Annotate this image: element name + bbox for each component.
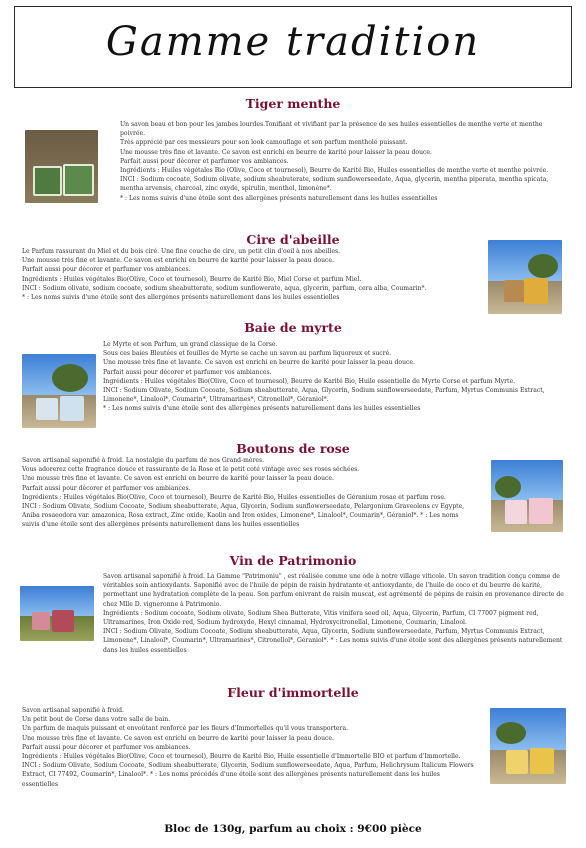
text-line: Une mousse très fine et lavante. Ce savon est enrichi en beurre de karité pour laisser la peau douce. — [22, 734, 334, 742]
fleur-immortelle-soap-photo — [490, 708, 566, 784]
text-line: Ingrédients : Huiles végétales Bio(Olive, Coco et tournesol), Beurre de Karité Bio, Huiles essentielles de Géranium rosae et parfum rose. — [22, 493, 446, 501]
section-body-baie-myrte — [103, 340, 561, 414]
text-line: Le Myrte et son Parfum, un grand classique de la Corse. — [103, 341, 278, 348]
text-line: Très apprécié par ces messieurs pour son look camouflage et son parfum mentholé puissant. — [120, 139, 408, 147]
text-line: INCI : Sodium Olivate, Sodium Cocoate, Sodium sheabutterate, Glycerin, Sodium sunflowerseedate, Aqua, Parfum, Helichrysum Italicum Flowers Extract, CI 77492, Coumarin*, Linalool*. * : Les noms précédés d'une étoile sont des allergènes présents naturellement dans les huiles essentielles — [22, 762, 474, 788]
text-line: Un savon beau et bon pour les jambes lourdes.Tonifiant et vivifiant par la présence de ses huiles essentielles de menthe verte et menthe poivrée. — [120, 121, 543, 138]
text-line: Parfait aussi pour décorer et parfumer vos ambiances. — [22, 484, 191, 492]
text-line: Ingrédients : Huiles végétales Bio(Olive, Coco et tournesol), Beurre de Karité Bio, Miel Corse et parfum Miel. — [22, 275, 362, 283]
text-line: Un parfum de maquis puissant et envoûtant renforcé par les fleurs d'Immortelles qu'il vous transportera. — [22, 725, 349, 733]
text-line: Un petit bout de Corse dans votre salle de bain. — [22, 716, 171, 724]
text-line: Savon artisanal saponifié à froid. — [22, 707, 124, 714]
section-title-baie-myrte: Baie de myrte — [244, 320, 342, 335]
section-body-fleur-immortelle — [22, 706, 474, 789]
section-title-fleur-immortelle: Fleur d'immortelle — [227, 685, 359, 700]
section-title-tiger-menthe: Tiger menthe — [245, 96, 341, 111]
text-line: * : Les noms suivis d'une étoile sont des allergènes présents naturellement dans les huiles essentielles — [120, 194, 438, 202]
text-line: Une mousse très fine et lavante. Ce savon est enrichi en beurre de karité pour laisser la peau douce. — [22, 257, 334, 265]
text-line: INCI : Sodium olivate, sodium cocoate, sodium sheabutterate, sodium sunflowerate, aqua, glycerin, parfum, cera alba, Coumarin*. — [22, 284, 427, 292]
text-line: Parfait aussi pour décorer et parfumer vos ambiances. — [22, 743, 191, 751]
text-line: Le Parfum rassurant du Miel et du bois ciré. Une fine couche de cire, un petit clin d'oeil à nos abeilles. — [22, 248, 341, 255]
text-line: mentha arvensis, charcoal, zinc oxyde, spirulin, menthol, limonène*. — [120, 185, 332, 193]
section-title-cire-abeille: Cire d'abeille — [246, 232, 340, 247]
cire-abeille-soap-photo — [488, 240, 562, 314]
boutons-rose-soap-photo — [491, 460, 563, 532]
text-line: Parfait aussi pour décorer et parfumer vos ambiances. — [120, 157, 289, 165]
baie-myrte-soap-photo — [22, 354, 96, 428]
section-body-boutons-rose — [22, 456, 472, 530]
text-line: INCI : Sodium Olivate, Sodium Cocoate, Sodium sheabutterate, Aqua, Glycerin, Sodium sunflowerseedate, Parfum, Myrtus Communis Extract, — [103, 387, 545, 395]
section-title-boutons-rose: Boutons de rose — [236, 441, 350, 456]
text-line: * : Les noms suivis d'une étoile sont des allergènes présents naturellement dans les huiles essentielles — [103, 405, 421, 413]
section-title-vin-patrimonio: Vin de Patrimonio — [229, 553, 357, 568]
section-body-cire-abeille — [22, 247, 472, 302]
text-line: Savon artisanal saponifié à froid. La nostalgie du parfum de nos Grand-mères. — [22, 457, 265, 464]
text-line: Une mousse très fine et lavante. Ce savon est enrichi en beurre de karité pour laisser la peau douce. — [120, 148, 432, 156]
page-title: Gamme tradition — [105, 19, 481, 65]
section-body-tiger-menthe — [120, 120, 560, 203]
text-line: * : Les noms suivis d'une étoile sont des allergènes présents naturellement dans les huiles essentielles — [22, 294, 340, 302]
price-footer: Bloc de 130g, parfum au choix : 9€00 pièce — [164, 823, 422, 835]
text-line: Savon artisanal saponifié à froid. La Gamme "Patrimoniu" , est réalisée comme une ode à notre village viticole. Un savon tradition conçu comme de véritables soin antioxydants. Saponifié avec de l'huile de pépin de raisin hydratante et antioxydante, de l'huile de coco et du beurre de karité, permettant une hydratation complète de la peau. Son parfum enivrant de raisin muscat, est agrémenté de pépins de raisin en provenance directe de chez Mlle D. vigneronne à Patrimonio. — [103, 573, 564, 608]
tiger-menthe-soap-photo — [25, 130, 98, 203]
header-frame — [14, 6, 572, 88]
text-line: Ingrédients : Huiles végétales Bio(Olive, Coco et tournesol), Beurre de Karité Bio, Huile essentielle d'Immortelle BIO et parfum d'Immortelle. — [22, 753, 461, 761]
vin-patrimonio-soap-photo — [20, 586, 94, 641]
text-line: INCI : Sodium Olivate, Sodium Cocoate, Sodium sheabutterate, Aqua, Glycerin, Sodium sunflowerseedate, Parfum, Myrtus Communis Extract, Limonene*, Linalool*, Coumarin*, Ultramarines*, Citronellol*, Géraniol*. * : Les noms suivis d'une étoile sont des allergènes présents naturellement dans les huiles essentielles — [103, 628, 563, 654]
text-line: Parfait aussi pour décorer et parfumer vos ambiances. — [103, 368, 272, 376]
text-line: Vous adorerez cette fragrance douce et rassurante de la Rose et le petit coté vintage avec ses roses séchées. — [22, 466, 360, 474]
section-body-vin-patrimonio — [103, 572, 565, 655]
text-line: Limonene*, Linalool*, Coumarin*, Ultramarines*, Citronellol*, Géraniol*. — [103, 396, 329, 404]
text-line: Ingrédients : Huiles végétales Bio(Olive, Coco et tournesol), Beurre de Karité Bio, Huile essentielle de Myrte Corse et parfum Myrte. — [103, 377, 516, 385]
text-line: Une mousse très fine et lavante. Ce savon est enrichi en beurre de karité pour laisser la peau douce. — [103, 359, 415, 367]
text-line: Sous ces baies Bleutées et feuilles de Myrte se cache un savon au parfum liquoreux et sucré. — [103, 350, 392, 358]
text-line: INCI : Sodium Olivate, Sodium Cocoate, Sodium sheabutterate, Aqua, Glycerin, Sodium sunflowerseedate, Pelargonium Graveolens cv Egypte, Aniba rosaeodora var. amazonica, Rosa extract, Zinc oxide, Kaolin and Iron oxides, Limonene*, Linalool*, Coumarin*, Géraniol*. * : Les noms suivis d'une étoile sont des allergènes présents naturellement dans les huiles essentielles — [22, 503, 465, 529]
text-line: Ingrédients : Huiles végétales Bio (Olive, Coco et tournesol), Beurre de Karité Bio, Huiles essentielles de menthe verte et menthe poivrée. — [120, 167, 549, 175]
text-line: INCI : Sodium cocoate, Sodium olivate, sodium sheabuterate, sodium sunflowerseedate, Aqua, glycerin, mentha piperata, mentha spicata, — [120, 176, 549, 184]
text-line: Parfait aussi pour décorer et parfumer vos ambiances. — [22, 266, 191, 274]
text-line: Ingrédients : Sodium cocoate, Sodium olivate, Sodium Shea Butterate, Vitis vinifera seed oil, Aqua, Glycerin, Parfum, CI 77007 pigment red, Ultramarines, Iron Oxide red, Sodium hydroxyde, Hexyl cinnamal, Hydroxycitronellal, Limonene, Coumarin, Linalool. — [103, 609, 539, 627]
text-line: Une mousse très fine et lavante. Ce savon est enrichi en beurre de karité pour laisser la peau douce. — [22, 475, 334, 483]
